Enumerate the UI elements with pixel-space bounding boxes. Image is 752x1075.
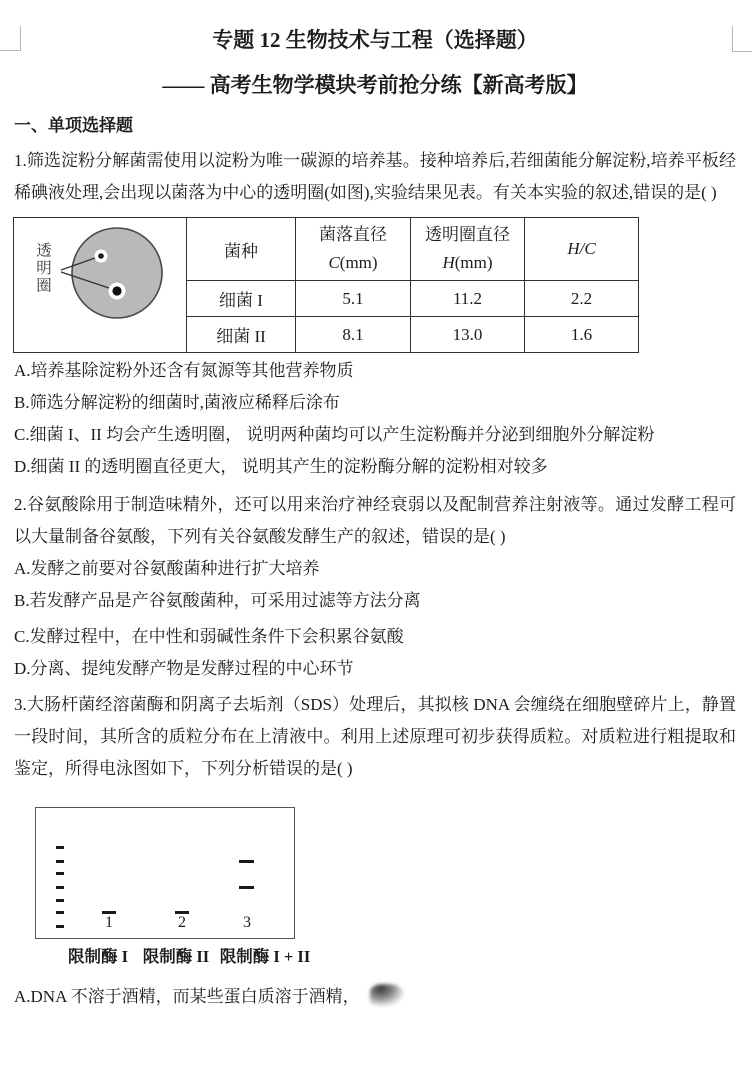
lane-3-number: 3 <box>243 914 251 931</box>
gel-band <box>175 911 189 914</box>
gel-band <box>239 886 254 889</box>
enzyme-1-2-label: 限制酶 I + II <box>219 947 311 966</box>
gel-band <box>56 872 64 875</box>
exam-document <box>0 26 752 1013</box>
section-heading: 一、单项选择题 <box>14 116 133 135</box>
transparent-circle-label: 透明圈 <box>34 241 51 294</box>
cell-clear-zone-diameter: 11.2 <box>411 281 525 317</box>
gel-band <box>56 886 64 889</box>
header-clear-zone-diameter-text: 透明圈直径 <box>425 225 510 244</box>
lane-2-number: 2 <box>178 914 186 931</box>
header-hc-ratio: H/C <box>525 218 639 281</box>
q1-option-d: D.细菌 II 的透明圈直径更大， 说明其产生的淀粉酶分解的淀粉相对较多 <box>14 457 548 476</box>
q2-option-d: D.分离、提纯发酵产物是发酵过程的中心环节 <box>14 659 354 678</box>
document-subtitle: —— 高考生物学模块考前抢分练【新高考版】 <box>162 73 588 97</box>
gel-electrophoresis-figure <box>35 807 675 965</box>
gel-box <box>35 807 295 939</box>
cell-colony-diameter: 8.1 <box>296 317 411 353</box>
cell-species: 细菌 I <box>187 281 296 317</box>
cell-species: 细菌 II <box>187 317 296 353</box>
q3-option-a-text: A.DNA 不溶于酒精，而某些蛋白质溶于酒精， <box>14 987 360 1006</box>
q1-option-c: C.细菌 I、II 均会产生透明圈， 说明两种菌均可以产生淀粉酶并分泌到细胞外分解淀粉 <box>14 425 655 444</box>
enzyme-2-label: 限制酶 II <box>142 947 210 966</box>
gel-band <box>56 846 64 849</box>
cell-colony-diameter: 5.1 <box>296 281 411 317</box>
q2-option-b: B.若发酵产品是产谷氨酸菌种，可采用过滤等方法分离 <box>14 591 421 610</box>
header-species: 菌种 <box>187 218 296 281</box>
q3-option-a <box>14 981 736 1013</box>
gel-band <box>56 899 64 902</box>
gel-band <box>102 911 116 914</box>
table-header-row <box>14 218 639 281</box>
document-title: 专题 12 生物技术与工程（选择题） <box>212 28 538 52</box>
question-1-stem: 1.筛选淀粉分解菌需使用以淀粉为唯一碳源的培养基。接种培养后,若细菌能分解淀粉,培养平板经稀碘液处理,会出现以菌落为中心的透明圈(如图),实验结果见表。有关本实验的叙述,错误的是( ) <box>14 151 736 202</box>
petri-dish-figure <box>14 219 186 352</box>
q1-option-b: B.筛选分解淀粉的细菌时,菌液应稀释后涂布 <box>14 393 340 412</box>
unit-mm: (mm) <box>339 253 378 272</box>
gel-band <box>56 911 64 914</box>
unit-mm: (mm) <box>454 253 493 272</box>
question-3-stem: 3.大肠杆菌经溶菌酶和阴离子去垢剂（SDS）处理后，其拟核 DNA 会缠绕在细胞壁碎片上，静置一段时间，其所含的质粒分布在上清液中。利用上述原理可初步获得质粒。对质粒进行粗提取和鉴定，所得电泳图如下，下列分析错误的是( ) <box>14 695 736 778</box>
header-colony-diameter-text: 菌落直径 <box>319 225 387 244</box>
question-2-stem: 2.谷氨酸除用于制造味精外，还可以用来治疗神经衰弱以及配制营养注射液等。通过发酵工程可以大量制备谷氨酸，下列有关谷氨酸发酵生产的叙述，错误的是( ) <box>14 495 736 546</box>
enzyme-1-label: 限制酶 I <box>67 947 129 966</box>
cell-hc-ratio: 1.6 <box>525 317 639 353</box>
lane-1-number: 1 <box>105 914 113 931</box>
q1-option-a: A.培养基除淀粉外还含有氮源等其他营养物质 <box>14 361 354 380</box>
petri-dish-figure-cell <box>14 218 187 353</box>
header-colony-diameter <box>296 218 411 281</box>
symbol-h: H <box>442 253 455 272</box>
gel-band <box>239 860 254 863</box>
question-1-table <box>13 217 639 353</box>
gel-band <box>56 860 64 863</box>
q2-option-a: A.发酵之前要对谷氨酸菌种进行扩大培养 <box>14 559 320 578</box>
cell-hc-ratio: 2.2 <box>525 281 639 317</box>
header-clear-zone-diameter <box>411 218 525 281</box>
symbol-c: C <box>328 253 340 272</box>
gel-band <box>56 925 64 928</box>
cell-clear-zone-diameter: 13.0 <box>411 317 525 353</box>
q2-option-c: C.发酵过程中，在中性和弱碱性条件下会积累谷氨酸 <box>14 627 404 646</box>
ink-smudge <box>370 984 404 1006</box>
